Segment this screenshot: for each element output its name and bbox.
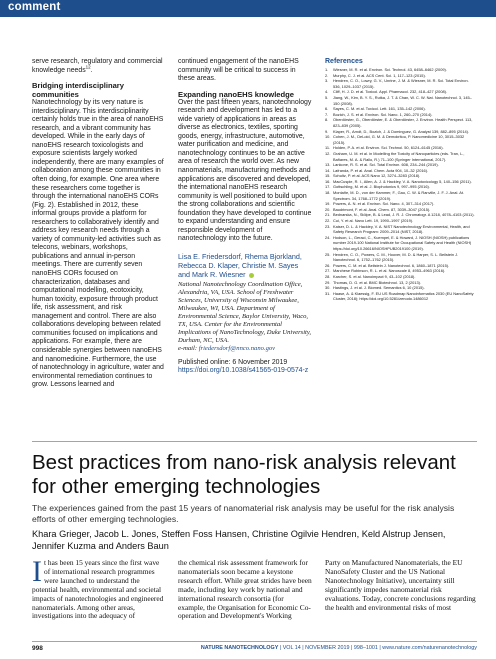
- reference-number: 15.: [325, 173, 331, 179]
- reference-number: 29.: [325, 279, 331, 285]
- footer-journal: NATURE NANOTECHNOLOGY | VOL 14 | NOVEMBER 2019 | 998–1001 | www.nature.com/naturenanotechnology: [200, 645, 477, 651]
- journal-name: NATURE NANOTECHNOLOGY: [200, 645, 279, 651]
- reference-text: Hendren, C. O., Powers, C. M., Hoover, M. D. & Harper, S. L. Beilstein J. Nanotechnol. 6, 1752–1762 (2015).: [333, 251, 459, 263]
- section-banner: [0, 0, 496, 17]
- doi-link[interactable]: https://doi.org/10.1038/s41565-019-0574-z: [178, 367, 309, 375]
- reference-text: Klaper, R., Arndt, D., Bozich, J. & Dominguez, G. Analyst 139, 882–895 (2014).: [333, 128, 470, 134]
- reference-number: 28.: [325, 273, 331, 279]
- intro-ref: 12: [85, 64, 91, 70]
- reference-text: Bednarska, N., Stölpe, B. & Lead, J. R. J. Chromatogr. A 1218, 4078–4103 (2011).: [333, 212, 475, 218]
- reference-text: Sayes, C. M. et al. Toxicol. Lett. 161, 135–142 (2006).: [333, 106, 426, 112]
- reference-text: Jiang, W., Kim, B. Y. S., Rutka, J. T. & Chan, W. C. W. Nat. Nanotechnol. 3, 145–150 (2008).: [333, 94, 472, 106]
- column1-body: Nanotechnology by its very nature is interdisciplinary. This interdisciplinarity certainly holds true in the area of nanoEHS research, and a vibrant community has developed. While in the early days of nanoEHS research toxicologists and exposure scientists largely worked independently, there are many examples of collaboration among these communities in often doing, for example. One area where these researchers come together is through the international nanoEHS CORs (Fig. 2). Established in 2012, these informal groups provide a platform for researchers to collaboratively identify and address key research needs through a variety of community-led activities such as telecons, webinars, workshops, publications and annual in-person meetings. There are currently seven nanoEHS CORs focused on characterization, databases and computational modelling, ecotoxicity, human toxicity, exposure through product life, risk assessment, and risk management and control. There are also collaborations developing between related communities focused on implications and applications. For example, there are considerable synergies between nanoEHS and nanomedicine. Furthermore, the use of nanotechnology in agriculture, water and environmental remediation continues to grow. Lessons learned and: [32, 99, 164, 389]
- reference-item: [325, 190, 477, 201]
- section-label: comment: [8, 1, 61, 13]
- reference-number: 9.: [325, 128, 329, 134]
- reference-text: Marchese Robinson, R. L. et al. Nanoscale 8, 4953–4963 (2016).: [333, 268, 446, 274]
- orcid-icon[interactable]: [249, 273, 254, 278]
- article-authors: Khara Grieger, Jacob L. Jones, Steffen Foss Hansen, Christine Ogilvie Hendren, Keld Alstrup Jensen, Jennifer Kuzma and Anders Baun: [32, 529, 446, 551]
- affiliations: [178, 281, 312, 353]
- drop-cap: I: [32, 555, 42, 588]
- reference-text: Haase, A. & Klaessig, F. EU US Roadmap Nanoinformatics 2030 (EU NanoSafety Cluster, 2018); https://doi.org/10.5281/zenodo.1486012: [333, 290, 474, 302]
- reference-number: 16.: [325, 178, 331, 184]
- author-names: [178, 252, 312, 279]
- reference-text: MacCuspie, R. I., Allen, A. J. & Hackley, V. A. Nanotoxicology 5, 140–156 (2011).: [333, 178, 472, 184]
- reference-number: 3.: [325, 78, 329, 84]
- reference-text: Graham, U. M. et al. in Modelling the Toxicity of Nanoparticles (eds. Tran, L., Bañares, M. A. & Rallo, R.) 71–100 (Springer International, 2017).: [333, 150, 465, 162]
- reference-number: 12.: [325, 150, 331, 156]
- reference-text: Wiesner, M. R. et al. Environ. Sci. Technol. 43, 6458–6462 (2009).: [333, 67, 447, 72]
- references-list: [325, 67, 477, 302]
- reference-item: [325, 291, 477, 302]
- email-link[interactable]: friedersdorf@nnco.nano.gov: [198, 344, 276, 352]
- published-date: Published online: 6 November 2019: [178, 358, 288, 366]
- reference-number: 18.: [325, 190, 331, 196]
- article-standfirst: The experiences gained from the past 15 years of nanomaterial risk analysis may be useful for the risk analysis efforts of other emerging technologies.: [32, 503, 455, 524]
- reference-number: 26.: [325, 262, 331, 268]
- article-title: Best practices from nano-risk analysis relevant for other emerging technologies: [32, 451, 456, 498]
- reference-text: Baudrimont, F. et al. Anal. Chem. 87, 3039–3047 (2015).: [333, 206, 431, 212]
- reference-text: Karcher, S. et al. Nanoimpact 9, 43–102 (2018).: [333, 273, 416, 279]
- reference-text: Montañe, M. D., von der Kammer, F., Gao, C. W. & Ranville, J. F. J. Anal. At. Spectrom. 34, 1768–1772 (2019).: [333, 190, 465, 201]
- reference-number: 23.: [325, 223, 331, 229]
- reference-number: 13.: [325, 162, 331, 168]
- reference-text: Murphy, C. J. et al. ACS Cent. Sci. 1, 117–123 (2015).: [333, 72, 426, 78]
- reference-number: 24.: [325, 234, 331, 240]
- body-text-1: t has been 15 years since the first wave of international research programmes were launched to understand the potential health, environmental and societal impacts of nanotechnologies and engineered nanomaterials. Among other areas, investigations into the adequacy of: [32, 558, 164, 621]
- reference-text: Schultz, P. et al. ACS Nano 12, 3274–3283 (2018).: [333, 173, 421, 179]
- reference-item: [325, 117, 477, 128]
- reference-number: 20.: [325, 206, 331, 212]
- reference-number: 22.: [325, 218, 331, 224]
- text-column-2: [178, 58, 312, 376]
- reference-number: 2.: [325, 72, 329, 78]
- reference-number: 30.: [325, 285, 331, 291]
- journal-issue[interactable]: VOL 14 | NOVEMBER 2019 | 998–1001 | www.nature.com/naturenanotechnology: [282, 645, 477, 651]
- body-text-3: Party on Manufactured Nanomaterials, the EU NanoSafety Cluster and the US National Nanotechnology Initiative), uncertainty still significantly impedes nanomaterial risk evaluations. Today, concrete conclusions regarding the health and environmental risks of most: [325, 558, 476, 612]
- footer-divider: [32, 641, 477, 642]
- reference-text: Cliff, H. J. D. et al. Toxicol. Appl. Pharmacol. 232, 418–427 (2008).: [333, 89, 448, 95]
- column2-heading: Expanding nanoEHS knowledge: [178, 89, 295, 99]
- divider: [32, 441, 477, 442]
- reference-text: Lafranda, P. et al. Anal. Chem. Acta 904, 10–32 (2016).: [333, 167, 429, 173]
- reference-text: Hodson, L., Geraci, C., Kuempel, E. & Howard, J. NIOSH (NIOSH) publications number 2019-100 National Institute for Occupational Safety and Health (NIOSH) https://doi.org/10.26616/NIOSHPUB2019100 (2019).: [333, 234, 472, 251]
- text-column-1: [32, 58, 164, 390]
- reference-text: Cui, Y. et al. Nano Lett. 19, 1990–1997 (2019).: [333, 218, 414, 224]
- reference-text: Kaiser, D. L. & Hackley, V. A. NIST Nanotechnology Environmental, Health, and Safety Research Program: 2009–2014 (NIST, 2018).: [333, 223, 470, 235]
- reference-text: Hastings, J. et al. J. Biomed. Semantics 6, 10 (2015).: [333, 285, 425, 291]
- reference-text: Powers, A. N. et al. Environ. Sci. Nano. 4, 307–314 (2017).: [333, 201, 435, 207]
- reference-item: [325, 235, 477, 252]
- reference-text: Holden, P. A. et al. Environ. Sci. Technol. 50, 6124–6145 (2016).: [333, 145, 444, 151]
- reference-number: 7.: [325, 111, 329, 117]
- reference-text: Oberdörster, G., Oberdörster, E. & Oberdörster, J. Environ. Health Perspect. 113, 823–839 (2005).: [333, 117, 473, 128]
- body-text-2: the chemical risk assessment framework for nanomaterials soon became a keystone research effort. While great strides have been made, including key work by national and international research consortia (for example, the Organisation for Economic Co-operation and Development's Working: [178, 558, 312, 621]
- article-body-column-2: [178, 559, 312, 621]
- reference-item: [325, 224, 477, 235]
- column2-intro: continued engagement of the nanoEHS community will be critical to success in these areas.: [178, 58, 299, 83]
- reference-number: 21.: [325, 212, 331, 218]
- reference-text: Cohen, J. M., DeLoid, G. M. & Demokritou, P. Nanomedicine 10, 3015–3032 (2015).: [333, 134, 465, 145]
- author-names-text[interactable]: Lisa E. Friedersdorf, Rhema Bjorkland, Rebecca D. Klaper, Christie M. Sayes and Mark R. Wiesner: [178, 251, 302, 279]
- reference-item: [325, 151, 477, 162]
- reference-number: 11.: [325, 145, 331, 151]
- reference-number: 8.: [325, 117, 329, 123]
- article-body-column-3: [325, 559, 477, 612]
- reference-text: Thomas, D. G. et al. BMC Biotechnol. 13, 2 (2013).: [333, 279, 422, 285]
- reference-item: [325, 95, 477, 106]
- reference-text: Powers, C. M. et al. Beilstein J. Nanotechnol. 6, 1860–1871 (2015).: [333, 262, 450, 268]
- reference-item: [325, 252, 477, 263]
- reference-text: Hendren, C. O., Lowry, G. V., Unrine, J. M. & Wiesner, M. R. Sci. Total Environ. 536, 1029–1037 (2015).: [333, 78, 469, 89]
- reference-number: 6.: [325, 106, 329, 112]
- affiliations-text: National Nanotechnology Coordination Office, Alexandria, VA, USA. School of Freshwater Sciences, University of Wisconsin Milwaukee, Milwaukee, WI, USA. Department of Environmental Science, Baylor University, Waco, TX, USA. Center for the Environmental Implications of NanoTechnology, Duke University, Durham, NC, USA.: [178, 280, 312, 344]
- column1-heading: Bridging interdisciplinary communities: [32, 81, 124, 100]
- reference-number: 31.: [325, 290, 331, 296]
- reference-number: 17.: [325, 184, 331, 190]
- reference-number: 5.: [325, 94, 329, 100]
- column1-intro: serve research, regulatory and commercial knowledge needs$^{12}$.: [32, 58, 163, 74]
- reference-item: [325, 78, 477, 89]
- page-number: 998: [32, 645, 43, 652]
- reference-number: 14.: [325, 167, 331, 173]
- references-section: [325, 58, 477, 302]
- reference-number: 27.: [325, 268, 331, 274]
- article-body-column-1: [32, 555, 164, 621]
- reference-number: 10.: [325, 134, 331, 140]
- column2-body: Over the past fifteen years, nanotechnology research and development has led to a wide variety of applications in areas as diverse as electronics, textiles, sporting goods, energy, infrastructure, automotive, water purification and medicine, and nanotechnology continues to be an active area of research the world over. As new nanomaterials, manufacturing methods and applications are discovered and developed, the international nanoEHS research community is well positioned to build upon the strong collaborations and scientific foundation they have developed to continue to expand understanding and ensure responsible development of nanotechnology into the future.: [178, 98, 312, 243]
- reference-item: [325, 134, 477, 145]
- intro-text: serve research, regulatory and commercial knowledge needs: [32, 58, 163, 74]
- references-title: References: [325, 58, 363, 65]
- reference-text: Lankone, R. S. et al. Sci. Total Environ. 608, 234–244 (2019).: [333, 162, 439, 168]
- reference-number: 4.: [325, 89, 329, 95]
- author-block: [178, 252, 312, 376]
- reference-number: 19.: [325, 201, 331, 207]
- reference-text: Gottschling, M. et al. J. Biophotonics 9, 997–995 (2016).: [333, 184, 430, 190]
- reference-number: 25.: [325, 251, 331, 257]
- reference-text: Bozich, J. S. et al. Environ. Sci. Nano. 1, 260–270 (2014).: [333, 111, 433, 117]
- reference-number: 1.: [325, 67, 329, 72]
- email-label: e-mail:: [178, 344, 198, 352]
